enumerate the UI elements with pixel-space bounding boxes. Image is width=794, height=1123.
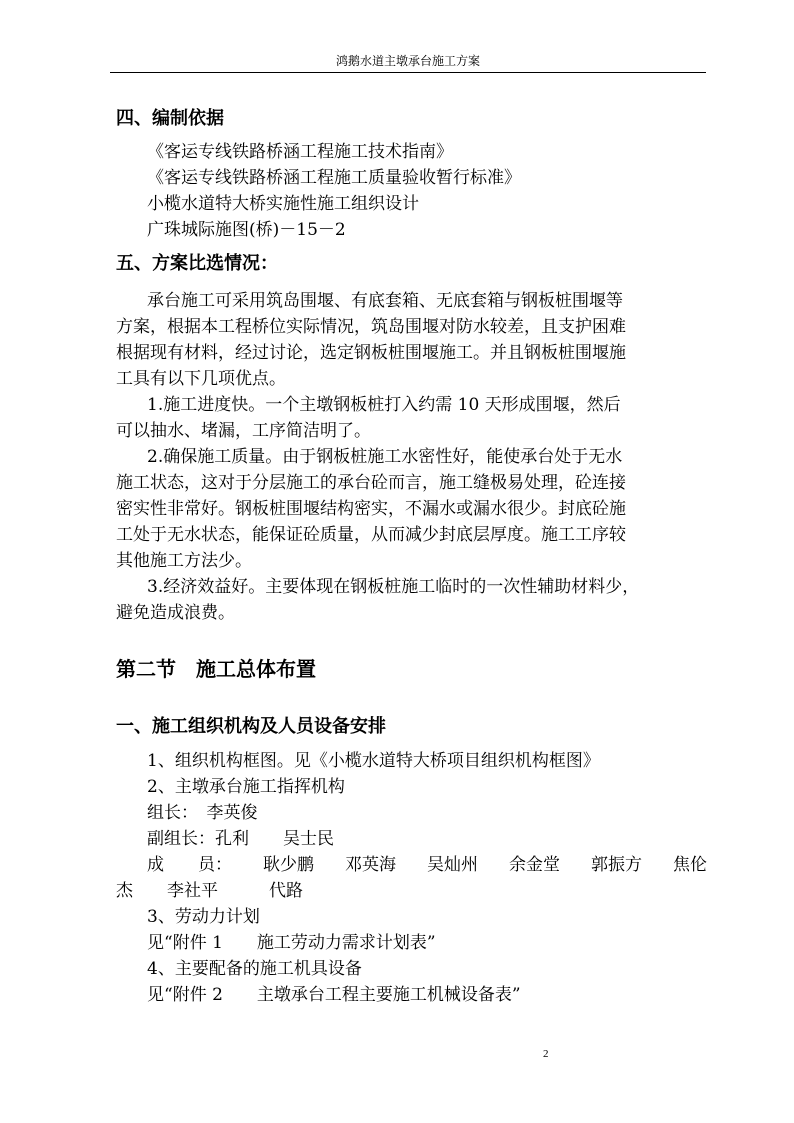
section-heading: 第二节 施工总体布置 (116, 657, 316, 681)
member-name: 郭振方 (591, 855, 642, 875)
member-name: 焦伦 (673, 855, 707, 875)
paragraph-line: 2.确保施工质量。由于钢板桩施工水密性好，能使承台处于无水 (147, 447, 623, 467)
member-name: 余金堂 (509, 855, 560, 875)
org-heading: 一、施工组织机构及人员设备安排 (116, 716, 386, 737)
org-line: 副组长：孔利 吴士民 (147, 829, 334, 849)
plan-line: 见“附件 1 施工劳动力需求计划表” (147, 933, 436, 953)
org-line: 1、组织机构框图。见《小榄水道特大桥项目组织机构框图》 (147, 751, 600, 771)
member-name: 耿少鹏 (263, 855, 314, 875)
plan-line: 4、主要配备的施工机具设备 (147, 959, 362, 979)
paragraph-line: 工处于无水状态，能保证砼质量，从而减少封底层厚度。施工工序较 (116, 525, 626, 545)
member-name: 邓英海 (345, 855, 396, 875)
page-number: 2 (543, 1048, 549, 1060)
paragraph-line: 工具有以下几项优点。 (116, 369, 286, 389)
compare-heading: 五、方案比选情况： (116, 253, 278, 274)
members-label: 成 员： (147, 855, 232, 875)
org-line: 2、主墩承台施工指挥机构 (147, 777, 345, 797)
paragraph-line: 避免造成浪费。 (116, 603, 235, 623)
org-line: 组长： 李英俊 (147, 803, 258, 823)
basis-item: 《客运专线铁路桥涵工程施工技术指南》 (147, 142, 453, 162)
paragraph-line: 1.施工进度快。一个主墩钢板桩打入约需 10 天形成围堰，然后 (147, 395, 621, 415)
paragraph-line: 施工状态，这对于分层施工的承台砼而言，施工缝极易处理，砼连接 (116, 473, 626, 493)
paragraph-line: 根据现有材料，经过讨论，选定钢板桩围堰施工。并且钢板桩围堰施 (116, 343, 626, 363)
paragraph-line: 方案，根据本工程桥位实际情况，筑岛围堰对防水较差，且支护困难 (116, 317, 626, 337)
plan-line: 见“附件 2 主墩承台工程主要施工机械设备表” (147, 985, 521, 1005)
header-rule (110, 72, 706, 73)
basis-heading: 四、编制依据 (116, 108, 224, 129)
member-name: 吴灿州 (427, 855, 478, 875)
paragraph-line: 其他施工方法少。 (116, 551, 252, 571)
paragraph-line: 3.经济效益好。主要体现在钢板桩施工临时的一次性辅助材料少， (147, 577, 640, 597)
basis-item: 《客运专线铁路桥涵工程施工质量验收暂行标准》 (147, 168, 521, 188)
members-row-continued: 杰 李社平 代路 (116, 881, 303, 901)
plan-line: 3、劳动力计划 (147, 907, 260, 927)
basis-item: 广珠城际施图(桥)－15－2 (147, 220, 346, 240)
paragraph-line: 密实性非常好。钢板桩围堰结构密实，不漏水或漏水很少。封底砼施 (116, 499, 626, 519)
running-header: 鸿鹅水道主墩承台施工方案 (335, 54, 480, 68)
basis-item: 小榄水道特大桥实施性施工组织设计 (147, 194, 419, 214)
paragraph-line: 承台施工可采用筑岛围堰、有底套箱、无底套箱与钢板桩围堰等 (147, 291, 623, 311)
members-row (147, 854, 707, 876)
paragraph-line: 可以抽水、堵漏，工序简洁明了。 (116, 421, 371, 441)
